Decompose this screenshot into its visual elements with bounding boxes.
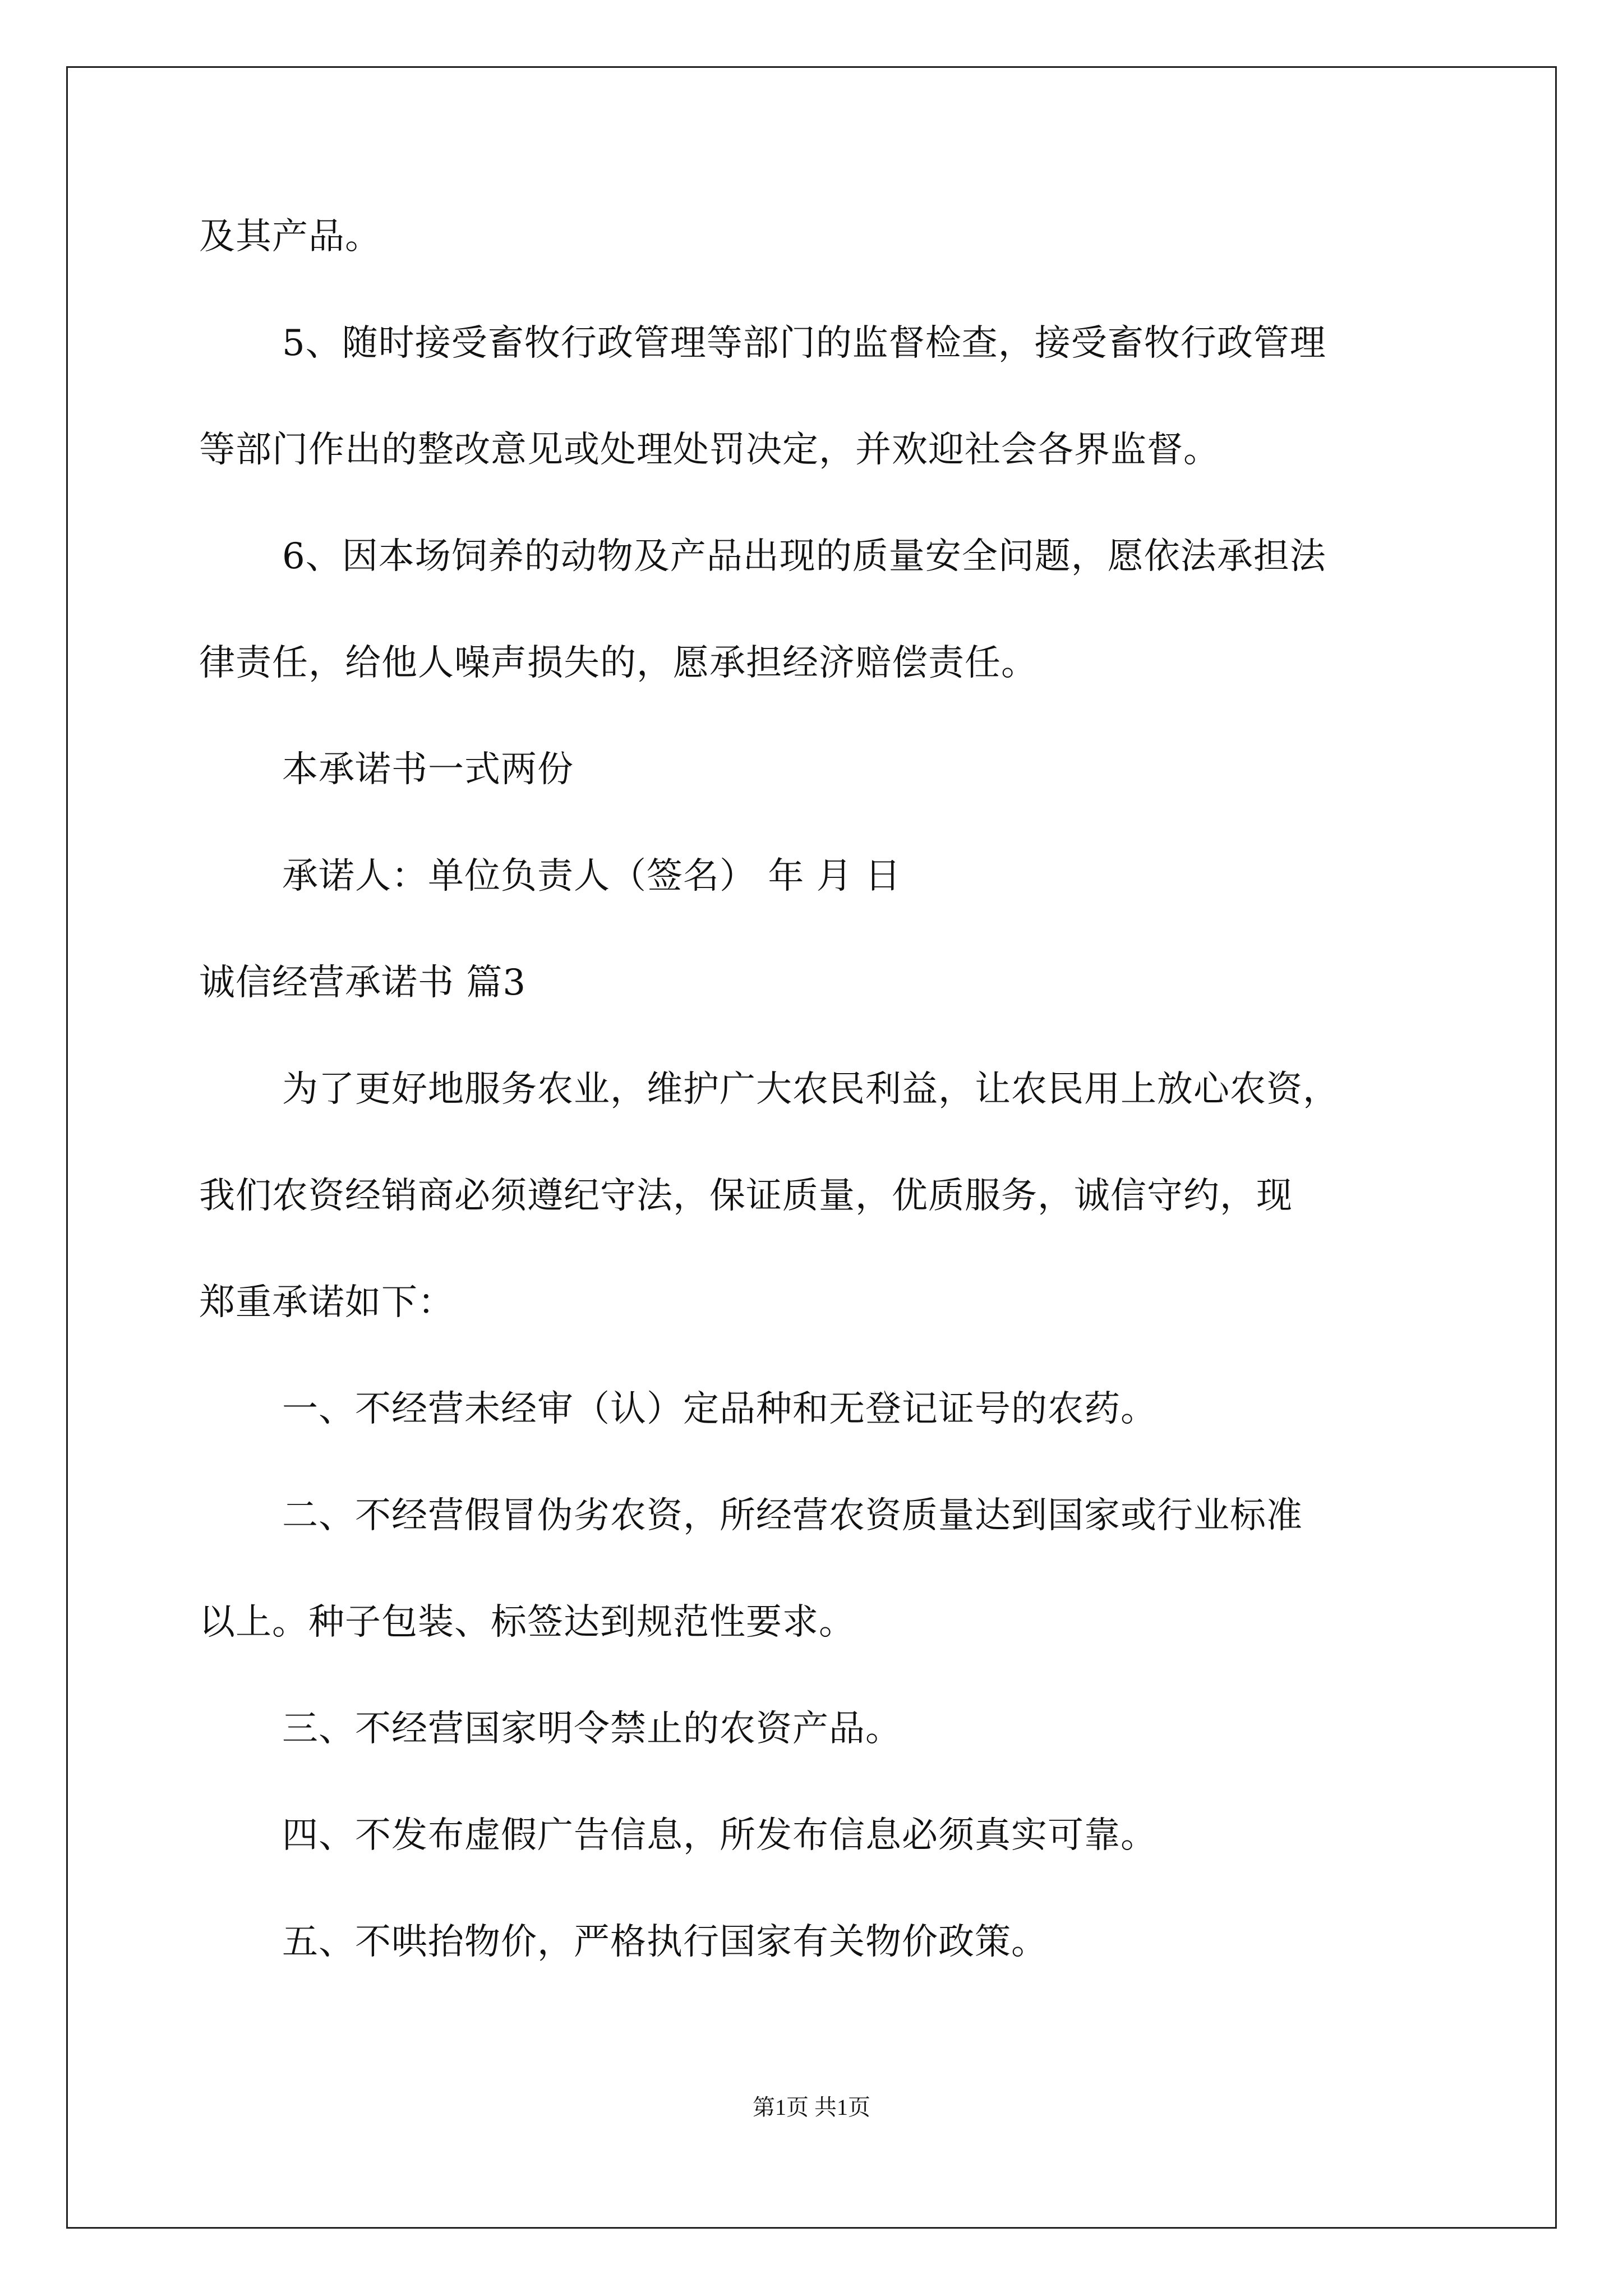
section-heading: 诚信经营承诺书 篇3 [199,962,527,1004]
text-line: 五、不哄抬物价，严格执行国家有关物价政策。 [282,1921,1048,1963]
text-line: 为了更好地服务农业，维护广大农民利益，让农民用上放心农资， [282,1069,1339,1110]
page-border [66,66,1557,2229]
page-number: 第1页 共1页 [753,2095,870,2120]
text-line: 本承诺书一式两份 [282,749,574,790]
text-line: 以上。种子包装、标签达到规范性要求。 [199,1602,855,1643]
text-line: 三、不经营国家明令禁止的农资产品。 [282,1708,902,1750]
text-line: 5、随时接受畜牧行政管理等部门的监督检查，接受畜牧行政管理 [282,323,1326,364]
text-line: 我们农资经销商必须遵纪守法，保证质量，优质服务，诚信守约，现 [199,1175,1293,1217]
text-line: 郑重承诺如下： [199,1282,454,1323]
text-line: 二、不经营假冒伪劣农资，所经营农资质量达到国家或行业标准 [282,1495,1303,1536]
text-line: 一、不经营未经审（认）定品种和无登记证号的农药。 [282,1388,1157,1430]
text-line: 律责任，给他人噪声损失的，愿承担经济赔偿责任。 [199,642,1038,684]
text-line: 及其产品。 [199,216,381,257]
text-line: 6、因本场饲养的动物及产品出现的质量安全问题，愿依法承担法 [282,536,1326,577]
text-line: 四、不发布虚假广告信息，所发布信息必须真实可靠。 [282,1815,1157,1856]
text-line: 等部门作出的整改意见或处理处罚决定，并欢迎社会各界监督。 [199,429,1220,471]
signature-line: 承诺人：单位负责人（签名） 年 月 日 [282,855,902,897]
